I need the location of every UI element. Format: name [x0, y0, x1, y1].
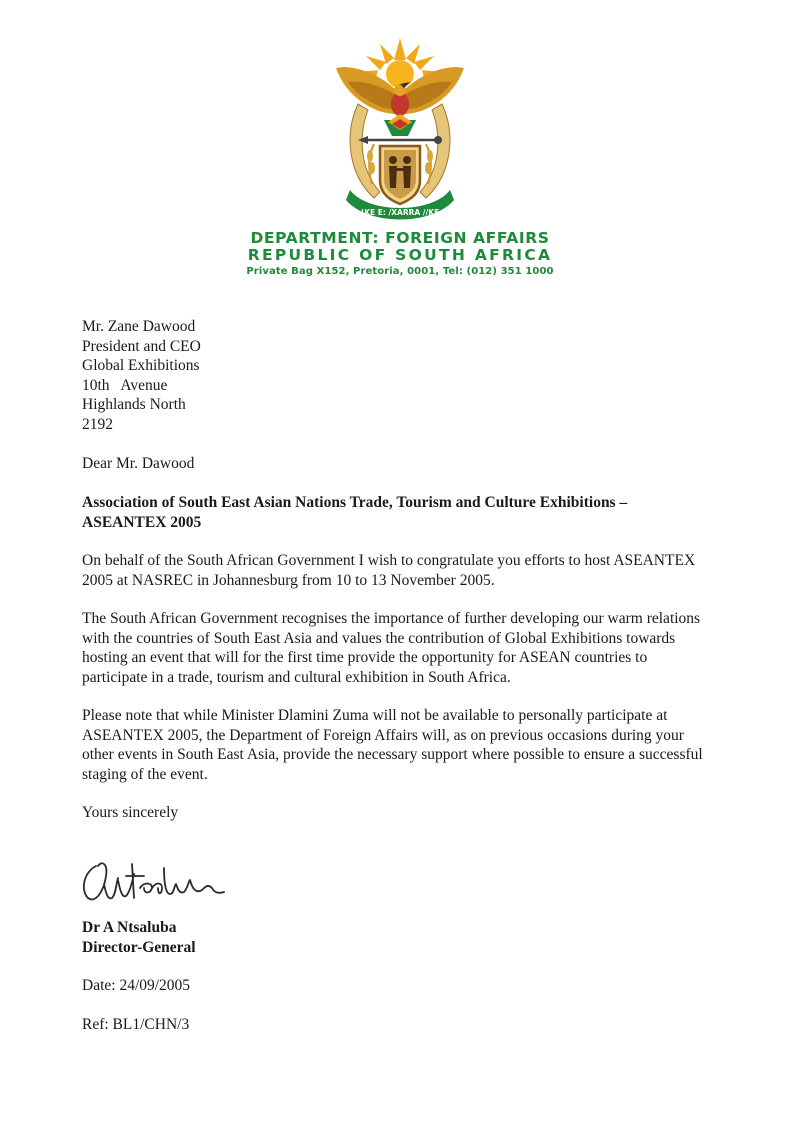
motto-text: !KE E: /XARRA //KE [360, 208, 440, 217]
paragraph-line: 2005 at NASREC in Johannesburg from 10 to 13 November 2005. [82, 571, 495, 589]
signer-name: Dr A Ntsaluba [82, 919, 177, 936]
paragraph-line: with the countries of South East Asia and values the contribution of Global Exhibitions towards [82, 629, 676, 647]
paragraph-support [82, 706, 742, 784]
recipient-name: Mr. Zane Dawood [82, 318, 196, 335]
letter-reference: Ref: BL1/CHN/3 [82, 1016, 190, 1033]
subject-line: Association of South East Asian Nations Trade, Tourism and Culture Exhibitions – [82, 494, 628, 511]
paragraph-line: On behalf of the South African Government I wish to congratulate you efforts to host ASEANTEX [82, 552, 696, 569]
paragraph-line: hosting an event that will for the first time provide the opportunity for ASEAN countries to [82, 649, 648, 667]
recipient-address [82, 317, 742, 435]
department-name: DEPARTMENT: FOREIGN AFFAIRS [250, 229, 550, 247]
closing: Yours sincerely [82, 804, 179, 821]
paragraph-line: staging of the event. [82, 765, 208, 783]
signature-icon [78, 854, 238, 914]
paragraph-relations [82, 609, 742, 687]
coat-of-arms-icon [328, 34, 472, 224]
paragraph-line: other events in South East Asia, provide the necessary support where possible to ensure a successful [82, 746, 703, 764]
recipient-title: President and CEO [82, 337, 201, 355]
country-name: REPUBLIC OF SOUTH AFRICA [247, 246, 553, 264]
paragraph-line: Please note that while Minister Dlamini Zuma will not be available to personally participate at [82, 707, 668, 724]
recipient-postcode: 2192 [82, 415, 113, 433]
signer-position: Director-General [82, 938, 196, 956]
recipient-suburb: Highlands North [82, 396, 186, 414]
paragraph-congratulations [82, 551, 742, 590]
subject-line: ASEANTEX 2005 [82, 513, 202, 531]
paragraph-line: The South African Government recognises the importance of further developing our warm relations [82, 610, 701, 627]
recipient-company: Global Exhibitions [82, 357, 200, 375]
letterhead [200, 230, 600, 278]
paragraph-line: ASEANTEX 2005, the Department of Foreign Affairs will, as on previous occasions during your [82, 726, 684, 744]
salutation: Dear Mr. Dawood [82, 455, 195, 472]
recipient-street: 10th Avenue [82, 376, 168, 394]
letter-date: Date: 24/09/2005 [82, 977, 191, 994]
subject-heading [82, 493, 742, 532]
signer-block [82, 918, 742, 957]
contact-details: Private Bag X152, Pretoria, 0001, Tel: (012) 351 1000 [246, 266, 554, 277]
paragraph-line: participate in a trade, tourism and cultural exhibition in South Africa. [82, 668, 511, 686]
